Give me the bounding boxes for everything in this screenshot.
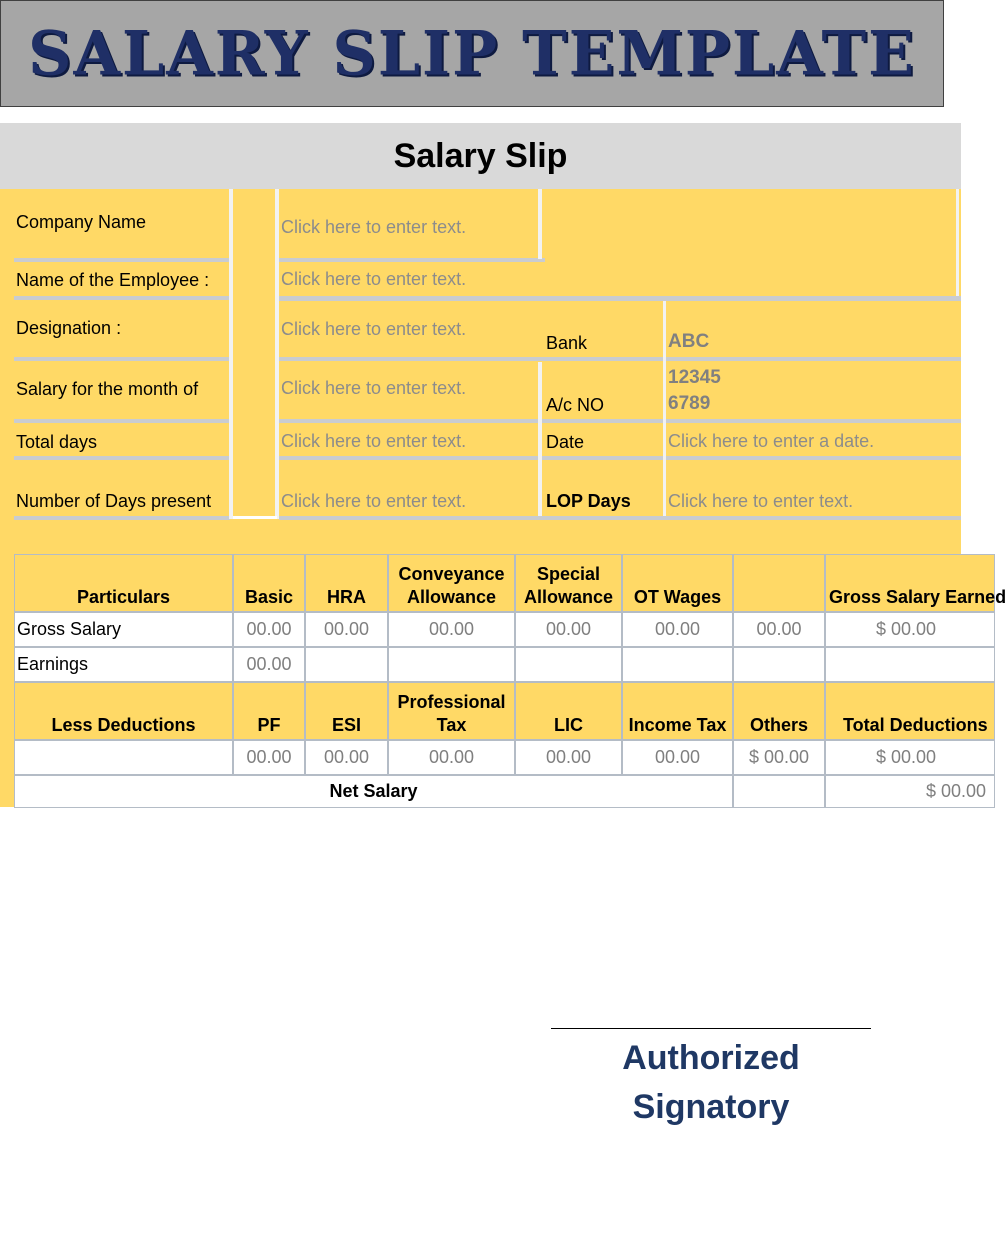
- row-divider: [14, 357, 230, 361]
- column-divider: [275, 189, 279, 519]
- net-salary-value[interactable]: $ 00.00: [825, 775, 995, 808]
- header-others: Others: [733, 682, 825, 740]
- gross-blank-value[interactable]: 00.00: [733, 612, 825, 647]
- signature-line-1: Authorized: [622, 1039, 800, 1077]
- employee-name-label: Name of the Employee :: [16, 270, 210, 290]
- signature-line-2: Signatory: [632, 1088, 790, 1126]
- esi-value[interactable]: 00.00: [305, 740, 388, 775]
- gross-basic-value[interactable]: 00.00: [233, 612, 305, 647]
- title-banner: [0, 0, 944, 107]
- column-divider: [538, 362, 542, 516]
- authorized-signatory: [551, 1034, 871, 1132]
- column-divider: [229, 189, 233, 519]
- account-number-label: A/c NO: [546, 395, 605, 415]
- column-divider: [663, 301, 666, 516]
- professional-tax-value[interactable]: 00.00: [388, 740, 515, 775]
- row-divider: [14, 456, 230, 460]
- header-ot-wages: OT Wages: [622, 554, 733, 612]
- banner-title: SALARY SLIP TEMPLATE: [28, 17, 916, 90]
- row-divider: [14, 419, 230, 423]
- row-divider: [14, 516, 230, 520]
- total-days-input[interactable]: Click here to enter text.: [281, 431, 467, 451]
- earnings-label: Earnings: [14, 647, 233, 682]
- row-divider: [14, 296, 230, 300]
- account-number-value: 6789: [668, 393, 711, 414]
- row-divider: [14, 258, 230, 262]
- row-divider: [279, 357, 961, 361]
- date-input[interactable]: Click here to enter a date.: [668, 431, 875, 451]
- bank-value: ABC: [668, 331, 710, 352]
- gross-ot-value[interactable]: 00.00: [622, 612, 733, 647]
- company-name-input[interactable]: Click here to enter text.: [281, 217, 467, 237]
- bank-label: Bank: [546, 333, 588, 353]
- account-number-value: 12345: [668, 367, 721, 388]
- slip-heading: Salary Slip: [0, 123, 961, 189]
- net-salary-label: Net Salary: [14, 775, 733, 808]
- table-cell[interactable]: [388, 647, 515, 682]
- header-income-tax: Income Tax: [622, 682, 733, 740]
- days-present-label: Number of Days present: [16, 491, 212, 511]
- salary-month-input[interactable]: Click here to enter text.: [281, 378, 467, 398]
- row-divider: [279, 456, 961, 460]
- gross-hra-value[interactable]: 00.00: [305, 612, 388, 647]
- header-esi: ESI: [305, 682, 388, 740]
- header-less-deductions: Less Deductions: [14, 682, 233, 740]
- table-cell[interactable]: [622, 647, 733, 682]
- row-divider: [279, 258, 545, 262]
- header-hra: HRA: [305, 554, 388, 612]
- lop-days-input[interactable]: Click here to enter text.: [668, 491, 854, 511]
- header-basic: Basic: [233, 554, 305, 612]
- header-special-allowance: Special Allowance: [515, 554, 622, 612]
- table-cell[interactable]: [733, 775, 825, 808]
- table-cell[interactable]: [733, 647, 825, 682]
- column-divider: [538, 189, 542, 259]
- salary-month-label: Salary for the month of: [16, 379, 199, 399]
- column-divider: [233, 516, 277, 519]
- others-value[interactable]: $ 00.00: [733, 740, 825, 775]
- header-particulars: Particulars: [14, 554, 233, 612]
- gross-salary-label: Gross Salary: [14, 612, 233, 647]
- header-conveyance: Conveyance Allowance: [388, 554, 515, 612]
- total-days-label: Total days: [16, 432, 98, 452]
- table-cell[interactable]: [305, 647, 388, 682]
- company-name-label: Company Name: [16, 212, 147, 232]
- row-divider: [279, 296, 961, 301]
- pf-value[interactable]: 00.00: [233, 740, 305, 775]
- employee-name-input[interactable]: Click here to enter text.: [281, 269, 467, 289]
- days-present-input[interactable]: Click here to enter text.: [281, 491, 467, 511]
- earnings-basic-value[interactable]: 00.00: [233, 647, 305, 682]
- header-blank: [733, 554, 825, 612]
- gross-salary-earned-value[interactable]: $ 00.00: [825, 612, 995, 647]
- table-cell[interactable]: [14, 740, 233, 775]
- lic-value[interactable]: 00.00: [515, 740, 622, 775]
- column-divider: [956, 189, 959, 296]
- row-divider: [279, 419, 961, 423]
- header-total-deductions: Total Deductions: [825, 682, 995, 740]
- lop-days-label: LOP Days: [546, 491, 631, 511]
- header-gross-salary-earned: Gross Salary Earned: [825, 554, 995, 612]
- header-pf: PF: [233, 682, 305, 740]
- row-divider: [279, 516, 961, 520]
- date-label: Date: [546, 432, 585, 452]
- table-cell[interactable]: [825, 647, 995, 682]
- header-lic: LIC: [515, 682, 622, 740]
- designation-label: Designation :: [16, 318, 122, 338]
- income-tax-value[interactable]: 00.00: [622, 740, 733, 775]
- gross-special-value[interactable]: 00.00: [515, 612, 622, 647]
- designation-input[interactable]: Click here to enter text.: [281, 319, 467, 339]
- signature-line: [551, 1028, 871, 1029]
- gross-conveyance-value[interactable]: 00.00: [388, 612, 515, 647]
- header-professional-tax: Professional Tax: [388, 682, 515, 740]
- total-deductions-value[interactable]: $ 00.00: [825, 740, 995, 775]
- table-cell[interactable]: [515, 647, 622, 682]
